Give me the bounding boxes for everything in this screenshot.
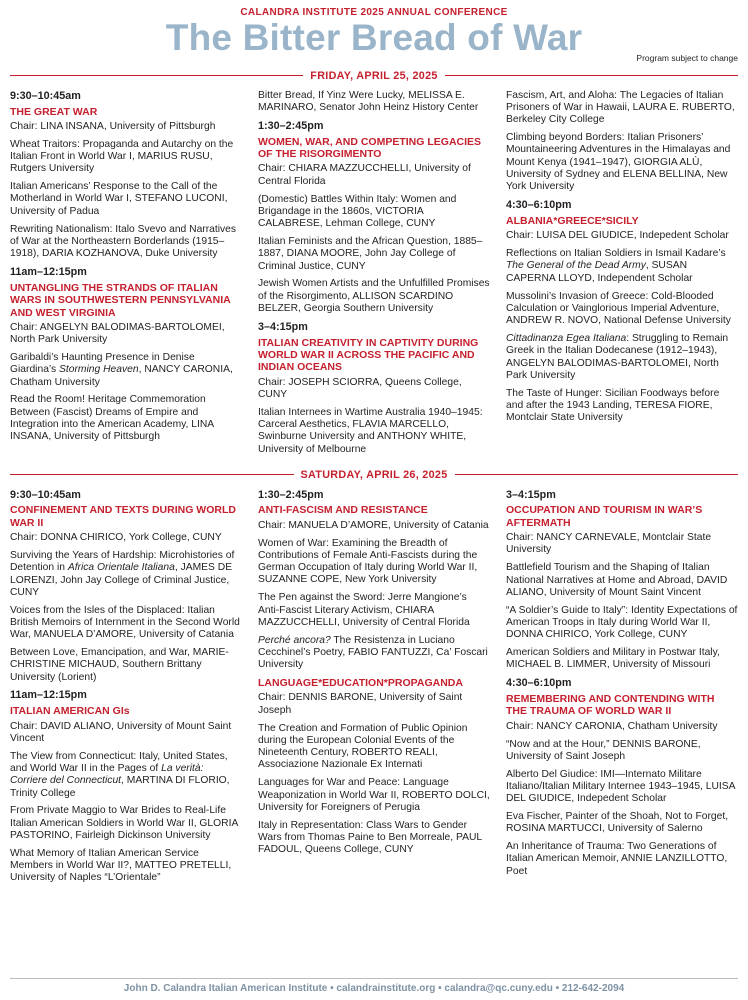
- paper-entry: “A Soldier’s Guide to Italy”: Identity Expectations of American Troops in Italy during World War II, DONNA CHIRICO, York College, CUNY: [506, 604, 738, 641]
- paper-entry: An Inheritance of Trauma: Two Generations of Italian American Memoir, ANNIE LANZILLOTTO, Poet: [506, 841, 728, 877]
- paper-entry: Voices from the Isles of the Displaced: Italian British Memoirs of Internment in the Second World War, MANUELA D’AMORE, University of Catania: [10, 604, 240, 641]
- session-title: ALBANIA*GREECE*SICILY: [506, 215, 639, 227]
- session-title: ANTI-FASCISM AND RESISTANCE: [258, 504, 428, 517]
- paper-entry: From Private Maggio to War Brides to Real-Life Italian American Soldiers in World War II, GLORIA PASTORINO, Fairleigh Dickinson University: [10, 805, 238, 842]
- paper-entry: Climbing beyond Borders: Italian Prisoners’ Mountaineering Adventures in the Himalayas and Mount Kenya (1941–1947), GIORGIA ALÙ, University of Sydney and ELENA BELLINA, New York University: [506, 132, 731, 193]
- day-divider: [10, 469, 738, 481]
- program-column: [258, 90, 490, 462]
- paper-entry: Alberto Del Giudice: IMI—Internato Militare Italiano/Italian Military Internee 1943–1945, LUISA DEL GIUDICE, Indepedent Scholar: [506, 768, 735, 805]
- paper-entry: American Soldiers and Military in Postwar Italy, MICHAEL B. LIMMER, University of Missouri: [506, 647, 720, 671]
- paper-entry: Bitter Bread, If Yinz Were Lucky, MELISSA E. MARINARO, Senator John Heinz History Center: [258, 89, 479, 114]
- paper-entry: Eva Fischer, Painter of the Shoah, Not to Forget, ROSINA MARTUCCI, University of Salerno: [506, 811, 729, 835]
- paper-entry: What Memory of Italian American Service Members in World War II?, MATTEO PRETELLI, University of Naples “L’Orientale”: [10, 847, 232, 884]
- conference-kicker: CALANDRA INSTITUTE 2025 ANNUAL CONFERENCE: [240, 7, 508, 18]
- paper-entry: Italy in Representation: Class Wars to Gender Wars from Thomas Paine to Ben Morreale, PAUL FADOUL, Queens College, CUNY: [258, 819, 482, 856]
- day-columns: [10, 489, 738, 891]
- session-title: UNTANGLING THE STRANDS OF ITALIAN WARS IN SOUTHWESTERN PENNSYLVANIA AND WEST VIRGINIA: [10, 281, 231, 319]
- session-chair: Chair: CHIARA MAZZUCCHELLI, University of Central Florida: [258, 163, 471, 187]
- paper-entry: Read the Room! Heritage Commemoration Between (Fascist) Dreams of Empire and Integration into the American Academy, LINA INSANA, University of Pittsburgh: [10, 394, 214, 443]
- day-date: FRIDAY, APRIL 25, 2025: [310, 69, 438, 82]
- program-column: [10, 90, 242, 449]
- paper-entry: Languages for War and Peace: Language Weaponization in World War II, ROBERTO DOLCI, University for Foreigners of Perugia: [258, 777, 490, 813]
- paper-entry: The Pen against the Sword: Jerre Mangione’s Anti-Fascist Literary Activism, CHIARA MAZZUCCHELLI, University of Central Florida: [258, 592, 470, 628]
- session-chair: Chair: JOSEPH SCIORRA, Queens College, CUNY: [258, 376, 462, 401]
- paper-entry: Wheat Traitors: Propaganda and Autarchy on the Italian Front in World War I, MARIUS RUSU, Rutgers University: [10, 138, 234, 175]
- paper-entry: The Taste of Hunger: Sicilian Foodways before and after the 1943 Landing, TERESA FIORE, Montclair State University: [506, 387, 720, 424]
- paper-entry: Jewish Women Artists and the Unfulfilled Promises of the Risorgimento, ALLISON SCARDINO BELZER, Georgia Southern University: [258, 278, 490, 314]
- program-column: [258, 489, 490, 862]
- session-chair: Chair: NANCY CARONIA, Chatham University: [506, 720, 718, 732]
- paper-entry: “Now and at the Hour,” DENNIS BARONE, University of Saint Joseph: [506, 738, 701, 762]
- session-chair: Chair: DONNA CHIRICO, York College, CUNY: [10, 532, 222, 544]
- footer: John D. Calandra Italian American Institute • calandrainstitute.org • calandra@qc.cuny.edu • 212-642-2094: [10, 978, 738, 1000]
- divider-line: [445, 75, 738, 76]
- session-chair: Chair: ANGELYN BALODIMAS-BARTOLOMEI, North Park University: [10, 321, 225, 346]
- session-title: WOMEN, WAR, AND COMPETING LEGACIES OF THE RISORGIMENTO: [258, 135, 482, 161]
- program-note: Program subject to change: [636, 52, 738, 63]
- paper-entry: Italian Internees in Wartime Australia 1940–1945: Carceral Aesthetics, FLAVIA MARCELLO, Swinburne University and ANTHONY WHITE, University of Melbourne: [258, 406, 483, 455]
- paper-entry: Surviving the Years of Hardship: Microhistories of Detention in Africa Orientale Italiana, JAMES DE LORENZI, John Jay College of Criminal Justice, CUNY: [10, 549, 235, 598]
- paper-entry: Perché ancora? The Resistenza in Luciano Cecchinel’s Poetry, FABIO FANTUZZI, Ca’ Foscari University: [258, 634, 488, 671]
- session-title: REMEMBERING AND CONTENDING WITH THE TRAUMA OF WORLD WAR II: [506, 693, 715, 718]
- program-column: [10, 489, 242, 891]
- session-chair: Chair: LINA INSANA, University of Pittsburgh: [10, 121, 216, 132]
- paper-entry: (Domestic) Battles Within Italy: Women and Brigandage in the 1860s, VICTORIA CALABRESE, Lehman College, CUNY: [258, 193, 457, 230]
- paper-entry: Between Love, Emancipation, and War, MARIE-CHRISTINE MICHAUD, Southern Brittany University (Lorient): [10, 647, 229, 683]
- session-title: LANGUAGE*EDUCATION*PROPAGANDA: [258, 677, 463, 690]
- day-section: [10, 469, 738, 891]
- page-title: The Bitter Bread of War: [165, 17, 583, 58]
- paper-entry: Italian Feminists and the African Question, 1885–1887, DIANA MOORE, John Jay College of Criminal Justice, CUNY: [258, 235, 483, 272]
- program-column: [506, 489, 738, 884]
- time-slot: 1:30–2:45pm: [258, 488, 324, 501]
- time-slot: 9:30–10:45am: [10, 488, 81, 501]
- day-date: SATURDAY, APRIL 26, 2025: [300, 468, 448, 481]
- paper-entry: Battlefield Tourism and the Shaping of Italian National Narratives at Home and Abroad, DAVID ALIANO, University of Mount Saint Vincent: [506, 562, 728, 598]
- paper-entry: Fascism, Art, and Aloha: The Legacies of Italian Prisoners of War in Hawaii, LAURA E. RUBERTO, Berkeley City College: [506, 89, 735, 126]
- divider-line: [10, 474, 294, 475]
- time-slot: 4:30–6:10pm: [506, 199, 572, 212]
- paper-entry: Italian Americans’ Response to the Call of the Motherland in World War I, STEFANO LUCONI, University of Padua: [10, 181, 228, 217]
- program-column: [506, 90, 738, 430]
- paper-entry: The Creation and Formation of Public Opinion during the European Colonial Events of the Nineteenth Century, ROBERTO REALI, Associazione Nazionale Ex Internati: [258, 722, 468, 771]
- session-title: ITALIAN AMERICAN GIs: [10, 705, 130, 718]
- day-divider: [10, 70, 738, 82]
- time-slot: 9:30–10:45am: [10, 89, 81, 102]
- day-columns: [10, 90, 738, 462]
- session-chair: Chair: DAVID ALIANO, University of Mount Saint Vincent: [10, 720, 232, 744]
- program-days: [10, 63, 738, 893]
- time-slot: 1:30–2:45pm: [258, 119, 324, 132]
- paper-entry: Reflections on Italian Soldiers in Ismail Kadare’s The General of the Dead Army, SUSAN CAPERNA LLOYD, Independent Scholar: [506, 248, 726, 284]
- paper-entry: Garibaldi’s Haunting Presence in Denise Giardina’s Storming Heaven, NANCY CARONIA, Chatham University: [10, 352, 233, 388]
- paper-entry: Rewriting Nationalism: Italo Svevo and Narratives of War at the Northeastern Borderlands (1915–1918), DARIA KOZHANOVA, Duke University: [10, 223, 237, 260]
- session-chair: Chair: NANCY CARNEVALE, Montclair State University: [506, 532, 712, 556]
- paper-entry: Women of War: Examining the Breadth of Contributions of Female Anti-Fascists during the German Occupation of Italy during World War II, SUZANNE COPE, New York University: [258, 537, 478, 586]
- session-chair: Chair: LUISA DEL GIUDICE, Indepedent Scholar: [506, 230, 729, 242]
- time-slot: 4:30–6:10pm: [506, 677, 572, 690]
- paper-entry: The View from Connecticut: Italy, United States, and World War II in the Pages of La verità: Corriere del Connecticut, MARTINA DI FLORIO, Trinity College: [10, 750, 230, 799]
- session-title: ITALIAN CREATIVITY IN CAPTIVITY DURING WORLD WAR II ACROSS THE PACIFIC AND INDIAN OCEANS: [258, 336, 479, 374]
- time-slot: 11am–12:15pm: [10, 265, 87, 278]
- session-title: OCCUPATION AND TOURISM IN WAR’S AFTERMATH: [506, 504, 703, 529]
- session-title: CONFINEMENT AND TEXTS DURING WORLD WAR II: [10, 504, 236, 529]
- session-chair: Chair: DENNIS BARONE, University of Saint Joseph: [258, 692, 463, 716]
- divider-line: [455, 474, 739, 475]
- paper-entry: Mussolini’s Invasion of Greece: Cold-Blooded Calculation or Vainglorious Imperial Adventure, ANDREW R. NOVO, National Defense University: [506, 290, 731, 327]
- time-slot: 3–4:15pm: [258, 320, 308, 333]
- paper-entry: Cittadinanza Egea Italiana: Struggling to Remain Greek in the Italian Dodecanese (1912–1943), ANGELYN BALODIMAS-BARTOLOMEI, North Park University: [506, 332, 729, 381]
- session-chair: Chair: MANUELA D’AMORE, University of Catania: [258, 519, 489, 531]
- session-title: THE GREAT WAR: [10, 105, 98, 118]
- time-slot: 11am–12:15pm: [10, 689, 87, 702]
- day-section: [10, 70, 738, 462]
- time-slot: 3–4:15pm: [506, 488, 556, 501]
- divider-line: [10, 75, 303, 76]
